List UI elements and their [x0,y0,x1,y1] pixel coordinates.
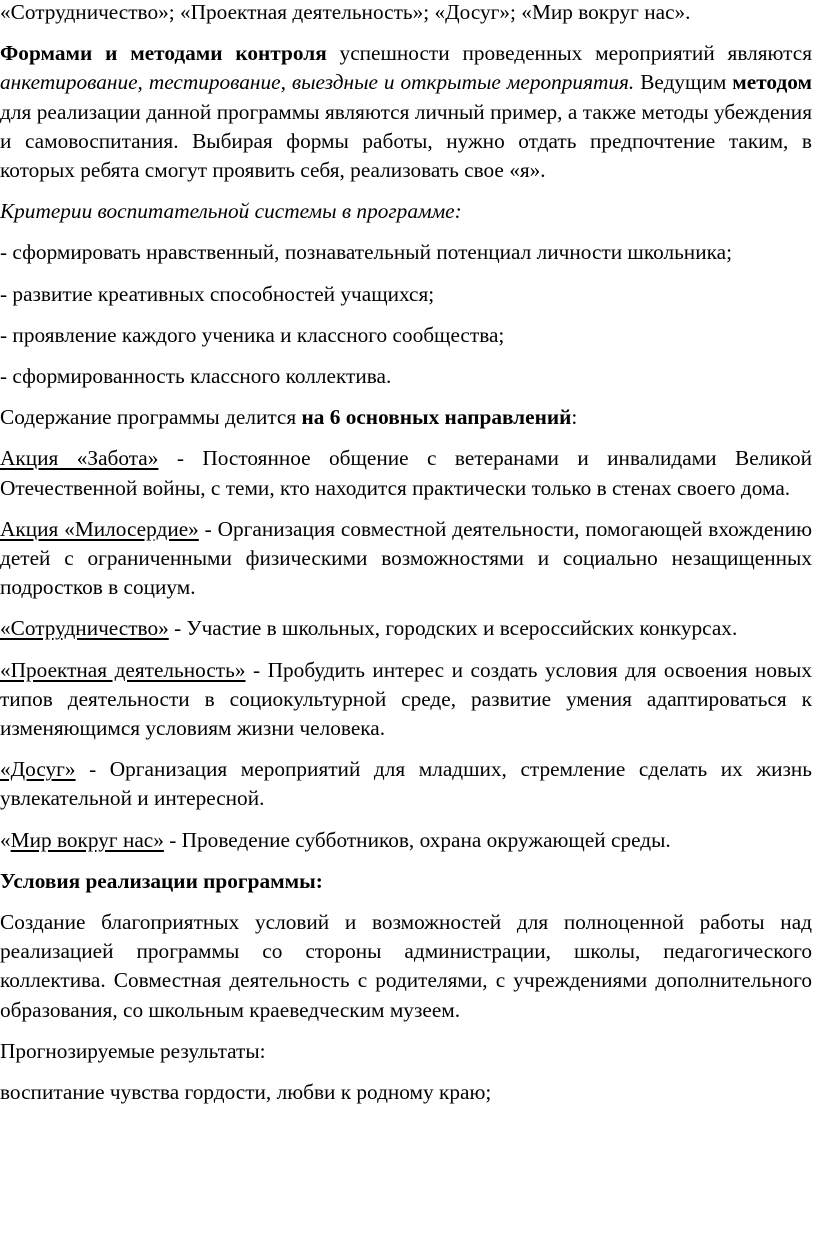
direction-prefix: « [0,827,11,852]
direction-item [0,444,812,502]
criteria-item: - сформировать нравственный, познавательный потенциал личности школьника; [0,240,732,265]
direction-name: Акция «Милосердие» [0,516,199,541]
direction-item [0,656,812,744]
criteria-item: - развитие креативных способностей учащихся; [0,281,435,306]
direction-desc: - Участие в школьных, городских и всероссийских конкурсах. [168,616,738,641]
direction-item [0,755,812,813]
direction-desc: - Организация мероприятий для младших, стремление сделать их жизнь увлекательной и интересной. [0,757,812,811]
direction-name: «Проектная деятельность» [0,657,246,682]
direction-desc: - Постоянное общение с ветеранами и инвалидами Великой Отечественной войны, с теми, кто находится практически только в стенах своего дома. [0,446,812,500]
direction-item [0,826,812,855]
direction-desc: - Пробудить интерес и создать условия для освоения новых типов деятельности в социокультурной среде, развитие умения адаптироваться к изменяющимся условиям жизни человека. [0,657,812,741]
criteria-item: - сформированность классного коллектива. [0,364,392,389]
direction-desc: - Организация совместной деятельности, помогающей вхождению детей с ограниченными физическими возможностями и социально незащищенных подростков в социум. [0,516,813,600]
direction-name: Мир вокруг нас» [10,827,164,852]
control-paragraph [0,39,812,185]
conditions-heading-text: Условия реализации программы: [0,868,323,893]
criteria-item: - проявление каждого ученика и классного сообщества; [0,322,505,347]
criteria-heading [0,197,812,226]
direction-item [0,614,812,643]
direction-name: «Сотрудничество» [0,616,169,641]
control-text-1: успешности проведенных мероприятий являются [326,41,812,66]
content-colon: : [571,405,578,430]
direction-name: «Досуг» [0,757,76,782]
control-bold-method: методом [732,70,812,95]
direction-item [0,515,812,603]
control-bold-lead: Формами и методами контроля [0,41,327,66]
control-text-2: Ведущим [634,70,733,95]
content-text: Содержание программы делится [0,405,302,430]
results-item: воспитание чувства гордости, любви к родному краю; [0,1080,492,1105]
conditions-heading [0,867,812,896]
conditions-text: Создание благоприятных условий и возможностей для полноценной работы над реализацией программы со стороны администрации, школы, педагогического коллектива. Совместная деятельность с родителями, с учреждениями дополнительного образования, со школьным краеведческим музеем. [0,910,812,1022]
control-text-3: для реализации данной программы являются личный пример, а также методы убеждения и самовоспитания. Выбирая формы работы, нужно отдать предпочтение таким, в которых ребята смогут проявить себя, реализовать свое «я». [0,99,812,183]
direction-desc: - Проведение субботников, охрана окружающей среды. [163,827,671,852]
direction-name: Акция «Забота» [0,446,159,471]
criteria-heading-text: Критерии воспитательной системы в программе: [0,199,462,224]
control-methods-italic: анкетирование, тестирование, выездные и открытые мероприятия. [0,70,635,95]
content-paragraph [0,403,812,432]
intro-line: «Сотрудничество»; «Проектная деятельность»; «Досуг»; «Мир вокруг нас». [0,0,691,24]
content-bold: на 6 основных направлений [301,405,572,430]
results-heading: Прогнозируемые результаты: [0,1038,266,1063]
